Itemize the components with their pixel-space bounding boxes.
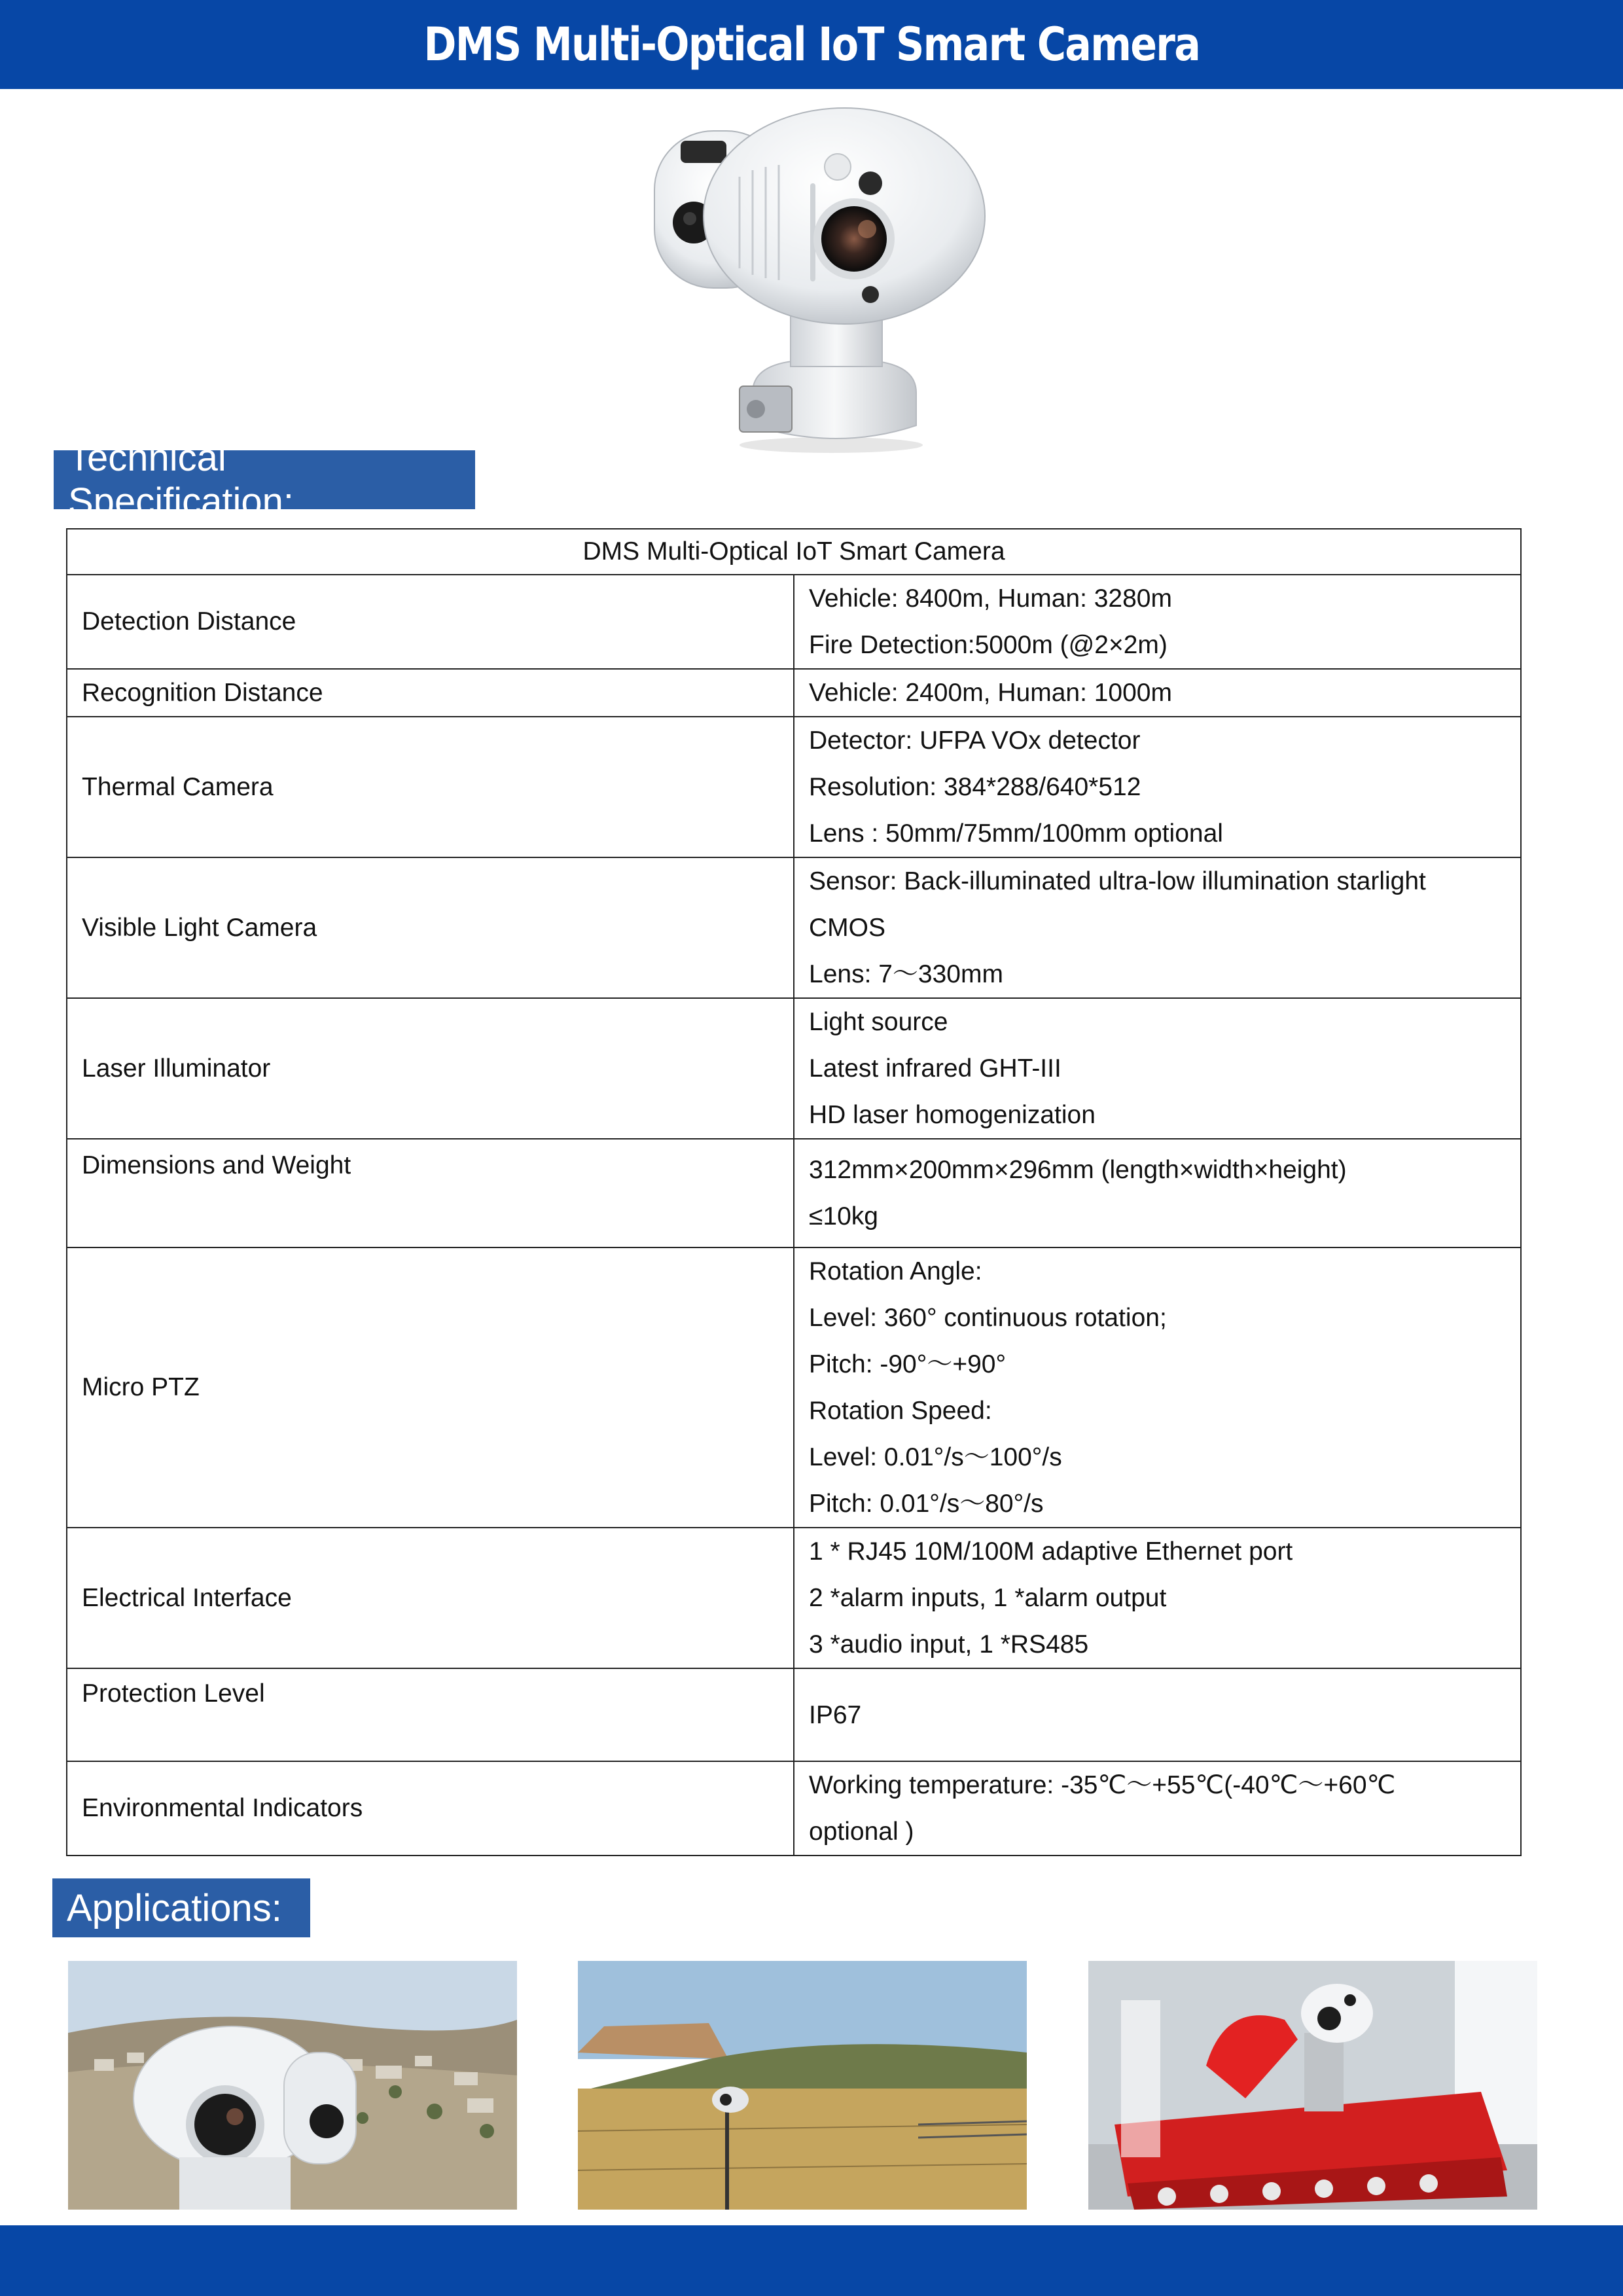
row-value — [794, 1528, 1521, 1668]
value-line: Latest infrared GHT-III — [809, 1054, 1061, 1083]
row-label: Laser Illuminator — [67, 998, 794, 1139]
value-line: Light source — [809, 1008, 948, 1036]
table-title: DMS Multi-Optical IoT Smart Camera — [67, 529, 1521, 575]
spec-table — [66, 528, 1522, 1856]
table-row — [67, 575, 1521, 669]
row-label: Micro PTZ — [67, 1247, 794, 1528]
value-line: Sensor: Back-illuminated ultra-low illumination starlight — [809, 867, 1426, 895]
row-label: Protection Level — [67, 1668, 794, 1761]
row-value — [794, 1247, 1521, 1528]
value-line: Lens : 50mm/75mm/100mm optional — [809, 819, 1223, 848]
row-label: Dimensions and Weight — [67, 1139, 794, 1247]
table-row — [67, 1528, 1521, 1668]
row-value — [794, 1761, 1521, 1856]
table-row — [67, 1139, 1521, 1247]
row-value — [794, 857, 1521, 998]
value-line: Pitch: 0.01°/s～80°/s — [809, 1490, 1044, 1518]
row-value — [794, 998, 1521, 1139]
application-photo-hillside — [68, 1961, 517, 2210]
value-line: Pitch: -90°～+90° — [809, 1350, 1007, 1378]
value-line: HD laser homogenization — [809, 1101, 1096, 1129]
application-photo-fire-robot — [1088, 1961, 1537, 2210]
table-row — [67, 998, 1521, 1139]
row-label: Thermal Camera — [67, 717, 794, 857]
row-label: Recognition Distance — [67, 669, 794, 717]
value-line: Fire Detection:5000m (@2×2m) — [809, 631, 1168, 659]
table-title-row — [67, 529, 1521, 575]
header-bar — [0, 0, 1623, 89]
value-line: ≤10kg — [809, 1202, 878, 1230]
value-line: CMOS — [809, 914, 885, 942]
value-line: Rotation Speed: — [809, 1397, 992, 1425]
value-line: Vehicle: 8400m, Human: 3280m — [809, 584, 1172, 613]
value-line: Level: 360° continuous rotation; — [809, 1304, 1167, 1332]
table-row — [67, 857, 1521, 998]
product-camera-image — [641, 105, 1008, 458]
application-photo-field — [578, 1961, 1027, 2210]
value-line: optional ) — [809, 1818, 914, 1846]
value-line: IP67 — [809, 1700, 862, 1729]
value-line: 2 *alarm inputs, 1 *alarm output — [809, 1584, 1167, 1612]
row-value — [794, 575, 1521, 669]
value-line: Working temperature: -35℃～+55℃(-40℃～+60℃ — [809, 1771, 1396, 1799]
value-line: 312mm×200mm×296mm (length×width×height) — [809, 1156, 1347, 1184]
technical-specification-heading: Technical Specification: — [54, 450, 475, 509]
value-line: 1 * RJ45 10M/100M adaptive Ethernet port — [809, 1537, 1293, 1566]
footer-bar — [0, 2225, 1623, 2296]
table-row — [67, 669, 1521, 717]
value-line: Lens: 7～330mm — [809, 960, 1003, 988]
row-label: Electrical Interface — [67, 1528, 794, 1668]
row-label: Detection Distance — [67, 575, 794, 669]
page-title: DMS Multi-Optical IoT Smart Camera — [423, 18, 1200, 71]
row-value — [794, 669, 1521, 717]
row-label: Visible Light Camera — [67, 857, 794, 998]
value-line: Level: 0.01°/s～100°/s — [809, 1443, 1062, 1471]
row-value — [794, 717, 1521, 857]
row-value — [794, 1668, 1521, 1761]
table-row — [67, 1247, 1521, 1528]
table-row — [67, 1761, 1521, 1856]
value-line: Rotation Angle: — [809, 1257, 982, 1285]
value-line: Vehicle: 2400m, Human: 1000m — [809, 679, 1172, 707]
applications-heading: Applications: — [52, 1878, 310, 1937]
value-line: Resolution: 384*288/640*512 — [809, 773, 1141, 801]
row-label: Environmental Indicators — [67, 1761, 794, 1856]
table-row — [67, 1668, 1521, 1761]
table-row — [67, 717, 1521, 857]
value-line: 3 *audio input, 1 *RS485 — [809, 1630, 1089, 1659]
value-line: Detector: UFPA VOx detector — [809, 726, 1141, 755]
row-value — [794, 1139, 1521, 1247]
